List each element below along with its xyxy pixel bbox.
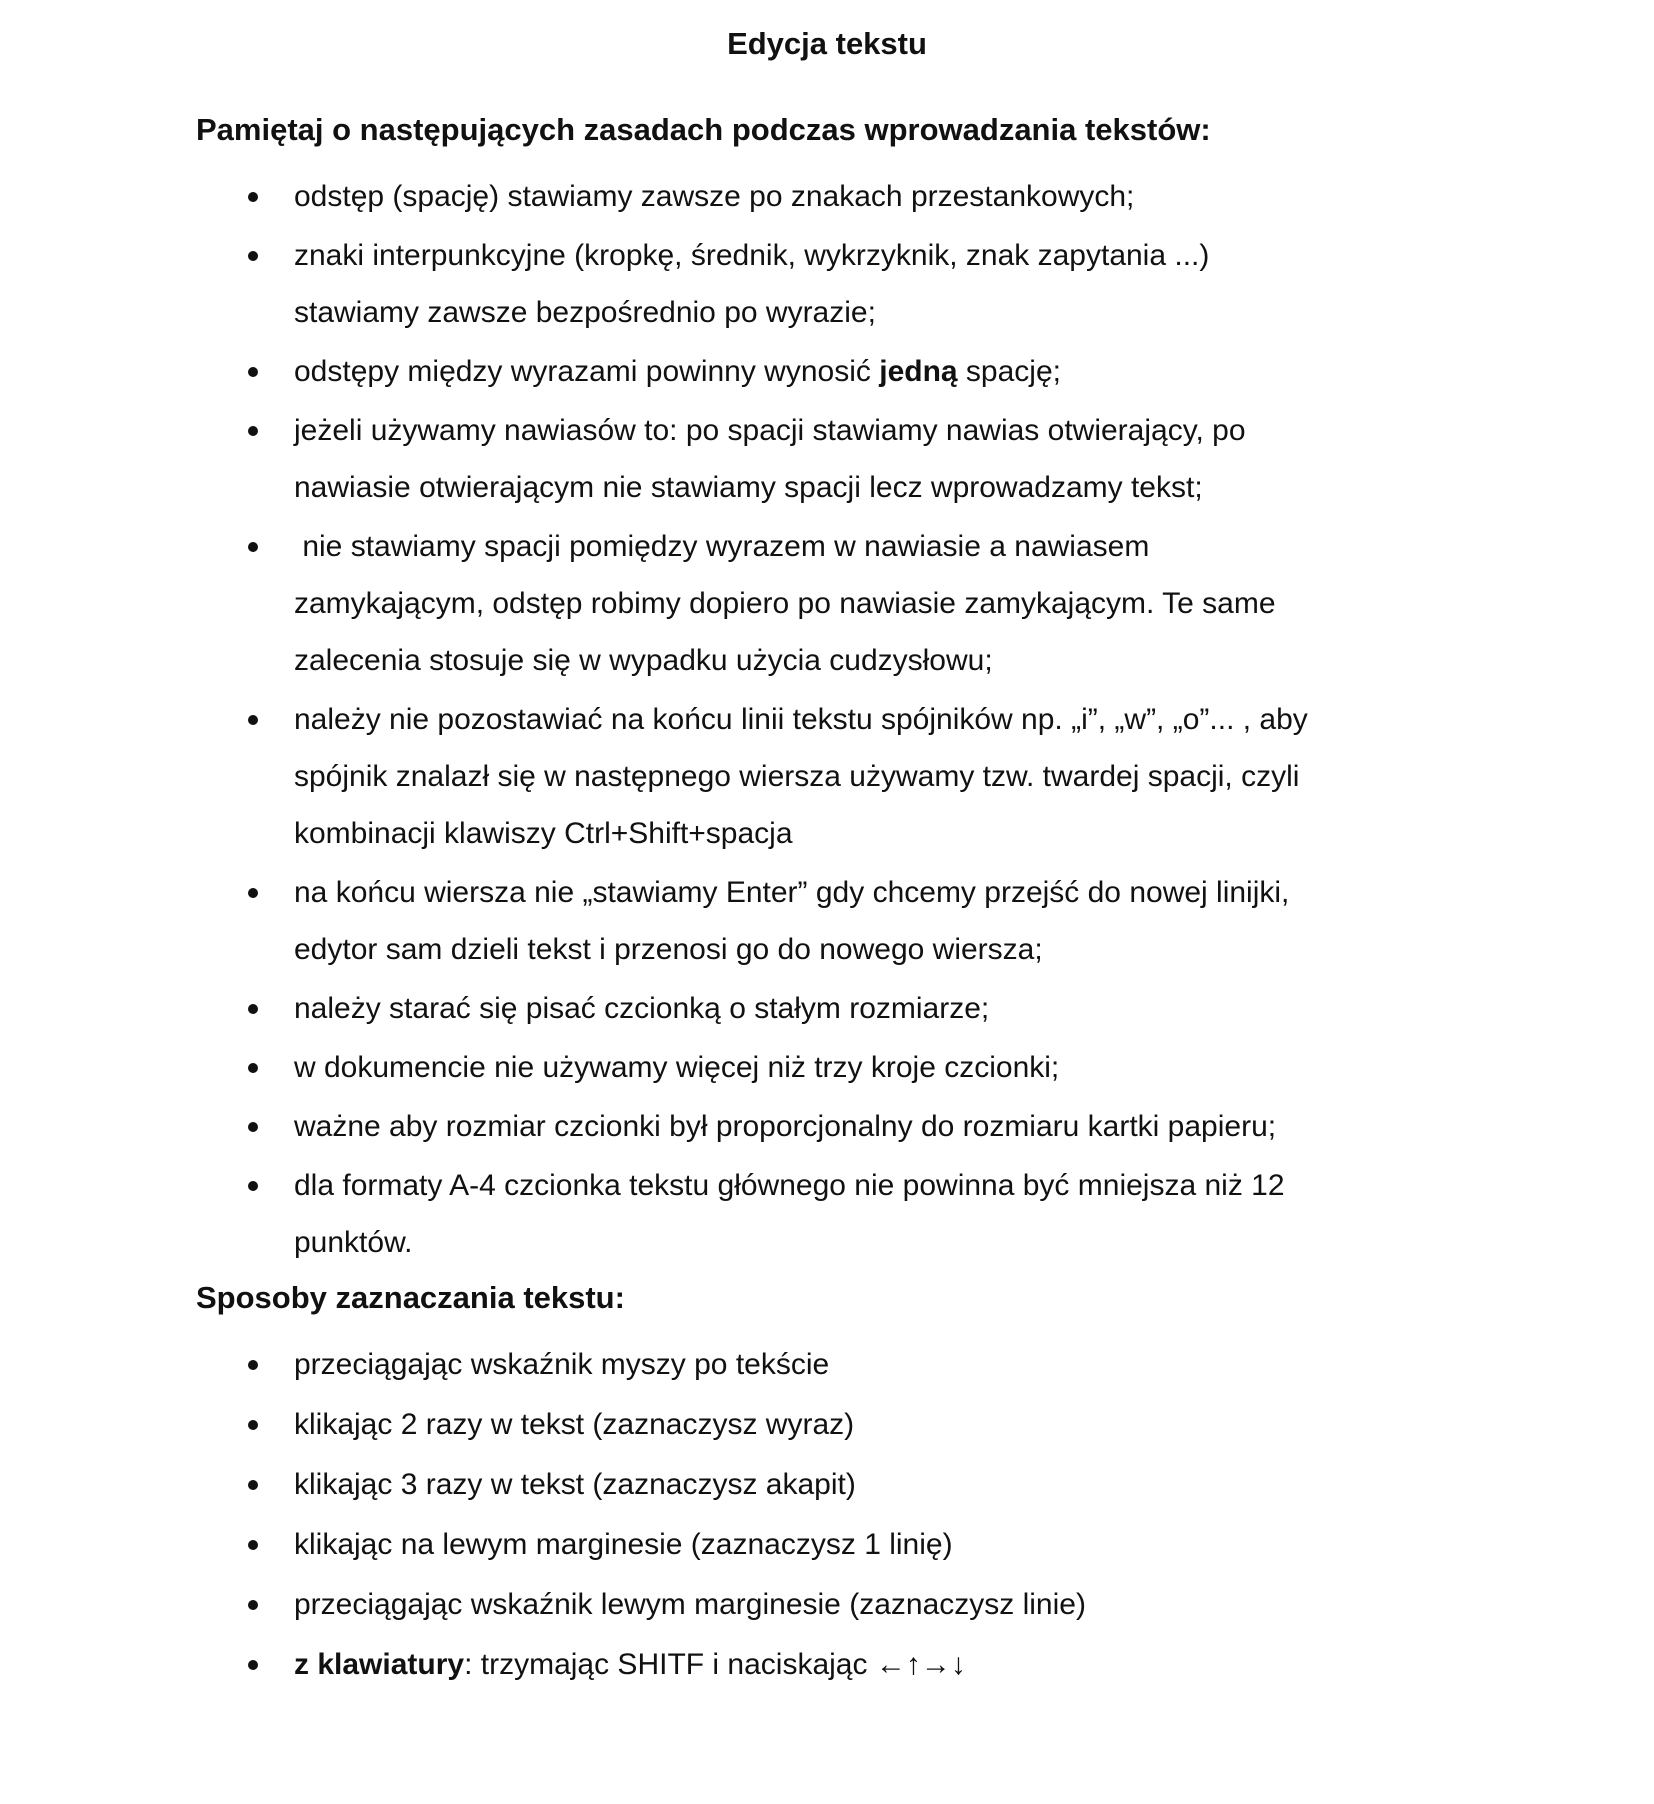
bullet-icon: [248, 888, 258, 898]
list-item-line: [294, 748, 1454, 805]
list-item-line: [294, 632, 1454, 689]
text-segment: klikając 3 razy w tekst (zaznaczysz akapit): [294, 1468, 856, 1501]
text-segment: znaki interpunkcyjne (kropkę, średnik, wykrzyknik, znak zapytania ...): [294, 239, 1210, 272]
section-heading-rules: Pamiętaj o następujących zasadach podczas wprowadzania tekstów:: [196, 112, 1211, 147]
text-segment: klikając 2 razy w tekst (zaznaczysz wyraz): [294, 1408, 855, 1441]
bullet-icon: [248, 1004, 258, 1014]
list-item: [0, 518, 1654, 689]
list-item: [0, 1336, 1654, 1393]
list-item: [0, 1456, 1654, 1513]
text-segment: odstęp (spację) stawiamy zawsze po znakach przestankowych;: [294, 180, 1135, 213]
bullet-icon: [248, 1540, 258, 1550]
document-title: Edycja tekstu: [727, 26, 927, 61]
list-item: [0, 980, 1654, 1037]
list-item: [0, 402, 1654, 516]
text-segment: jeżeli używamy nawiasów to: po spacji stawiamy nawias otwierający, po: [294, 414, 1246, 447]
list-item: [0, 1396, 1654, 1453]
bullet-icon: [248, 542, 258, 552]
list-item-line: [294, 1576, 1454, 1633]
list-item-line: [294, 1214, 1454, 1271]
list-item-line: [294, 343, 1454, 400]
list-item-line: [294, 1039, 1454, 1096]
bullet-icon: [248, 1600, 258, 1610]
list-item-line: [294, 805, 1454, 862]
list-item-line: [294, 168, 1454, 225]
text-segment: nie stawiamy spacji pomiędzy wyrazem w nawiasie a nawiasem: [294, 530, 1150, 563]
list-item-line: [294, 921, 1454, 978]
list-item-line: [294, 864, 1454, 921]
bold-text: jedną: [879, 355, 958, 388]
section-heading-selection: Sposoby zaznaczania tekstu:: [196, 1280, 625, 1315]
bullet-icon: [248, 192, 258, 202]
bullet-icon: [248, 1660, 258, 1670]
list-item: [0, 1098, 1654, 1155]
list-item-line: [294, 1456, 1454, 1513]
list-item-line: [294, 1636, 1454, 1693]
list-item-line: [294, 459, 1454, 516]
text-segment: stawiamy zawsze bezpośrednio po wyrazie;: [294, 296, 876, 329]
text-segment: przeciągając wskaźnik myszy po tekście: [294, 1348, 830, 1381]
list-item-line: [294, 1396, 1454, 1453]
list-item-line: [294, 518, 1454, 575]
list-item: [0, 343, 1654, 400]
text-segment: na końcu wiersza nie „stawiamy Enter” gdy chcemy przejść do nowej linijki,: [294, 876, 1290, 909]
text-segment: : trzymając SHITF i naciskając ←↑→↓: [464, 1648, 966, 1681]
text-segment: ważne aby rozmiar czcionki był proporcjonalny do rozmiaru kartki papieru;: [294, 1110, 1277, 1143]
list-item-line: [294, 1098, 1454, 1155]
list-item-line: [294, 402, 1454, 459]
bullet-icon: [248, 1360, 258, 1370]
bold-text: z klawiatury: [294, 1648, 465, 1681]
list-item-line: [294, 1336, 1454, 1393]
list-item-line: [294, 1516, 1454, 1573]
text-segment: zamykającym, odstęp robimy dopiero po nawiasie zamykającym. Te same: [294, 587, 1276, 620]
list-item-line: [294, 575, 1454, 632]
rules-list: [0, 168, 1654, 1273]
bullet-icon: [248, 1122, 258, 1132]
text-segment: przeciągając wskaźnik lewym marginesie (zaznaczysz linie): [294, 1588, 1086, 1621]
bullet-icon: [248, 1420, 258, 1430]
list-item-line: [294, 1157, 1454, 1214]
bullet-icon: [248, 251, 258, 261]
text-segment: w dokumencie nie używamy więcej niż trzy kroje czcionki;: [294, 1051, 1060, 1084]
bullet-icon: [248, 1480, 258, 1490]
text-segment: należy starać się pisać czcionką o stałym rozmiarze;: [294, 992, 990, 1025]
text-segment: punktów.: [294, 1226, 413, 1259]
bullet-icon: [248, 426, 258, 436]
text-segment: odstępy między wyrazami powinny wynosić: [294, 355, 880, 388]
bullet-icon: [248, 1181, 258, 1191]
list-item: [0, 168, 1654, 225]
list-item: [0, 691, 1654, 862]
bullet-icon: [248, 715, 258, 725]
bullet-icon: [248, 367, 258, 377]
text-segment: dla formaty A-4 czcionka tekstu głównego nie powinna być mniejsza niż 12: [294, 1169, 1285, 1202]
list-item: [0, 1039, 1654, 1096]
text-segment: nawiasie otwierającym nie stawiamy spacji lecz wprowadzamy tekst;: [294, 471, 1203, 504]
text-segment: spójnik znalazł się w następnego wiersza używamy tzw. twardej spacji, czyli: [294, 760, 1300, 793]
text-segment: spację;: [957, 355, 1061, 388]
list-item: [0, 1576, 1654, 1633]
list-item: [0, 1516, 1654, 1573]
text-segment: należy nie pozostawiać na końcu linii tekstu spójników np. „i”, „w”, „o”... , aby: [294, 703, 1308, 736]
list-item: [0, 864, 1654, 978]
list-item-line: [294, 227, 1454, 284]
list-item: [0, 1157, 1654, 1271]
text-segment: kombinacji klawiszy Ctrl+Shift+spacja: [294, 817, 793, 850]
list-item-line: [294, 980, 1454, 1037]
list-item: [0, 1636, 1654, 1693]
text-segment: edytor sam dzieli tekst i przenosi go do nowego wiersza;: [294, 933, 1043, 966]
selection-methods-list: [0, 1336, 1654, 1696]
text-segment: klikając na lewym marginesie (zaznaczysz 1 linię): [294, 1528, 953, 1561]
text-segment: zalecenia stosuje się w wypadku użycia cudzysłowu;: [294, 644, 993, 677]
list-item-line: [294, 691, 1454, 748]
bullet-icon: [248, 1063, 258, 1073]
list-item-line: [294, 284, 1454, 341]
list-item: [0, 227, 1654, 341]
